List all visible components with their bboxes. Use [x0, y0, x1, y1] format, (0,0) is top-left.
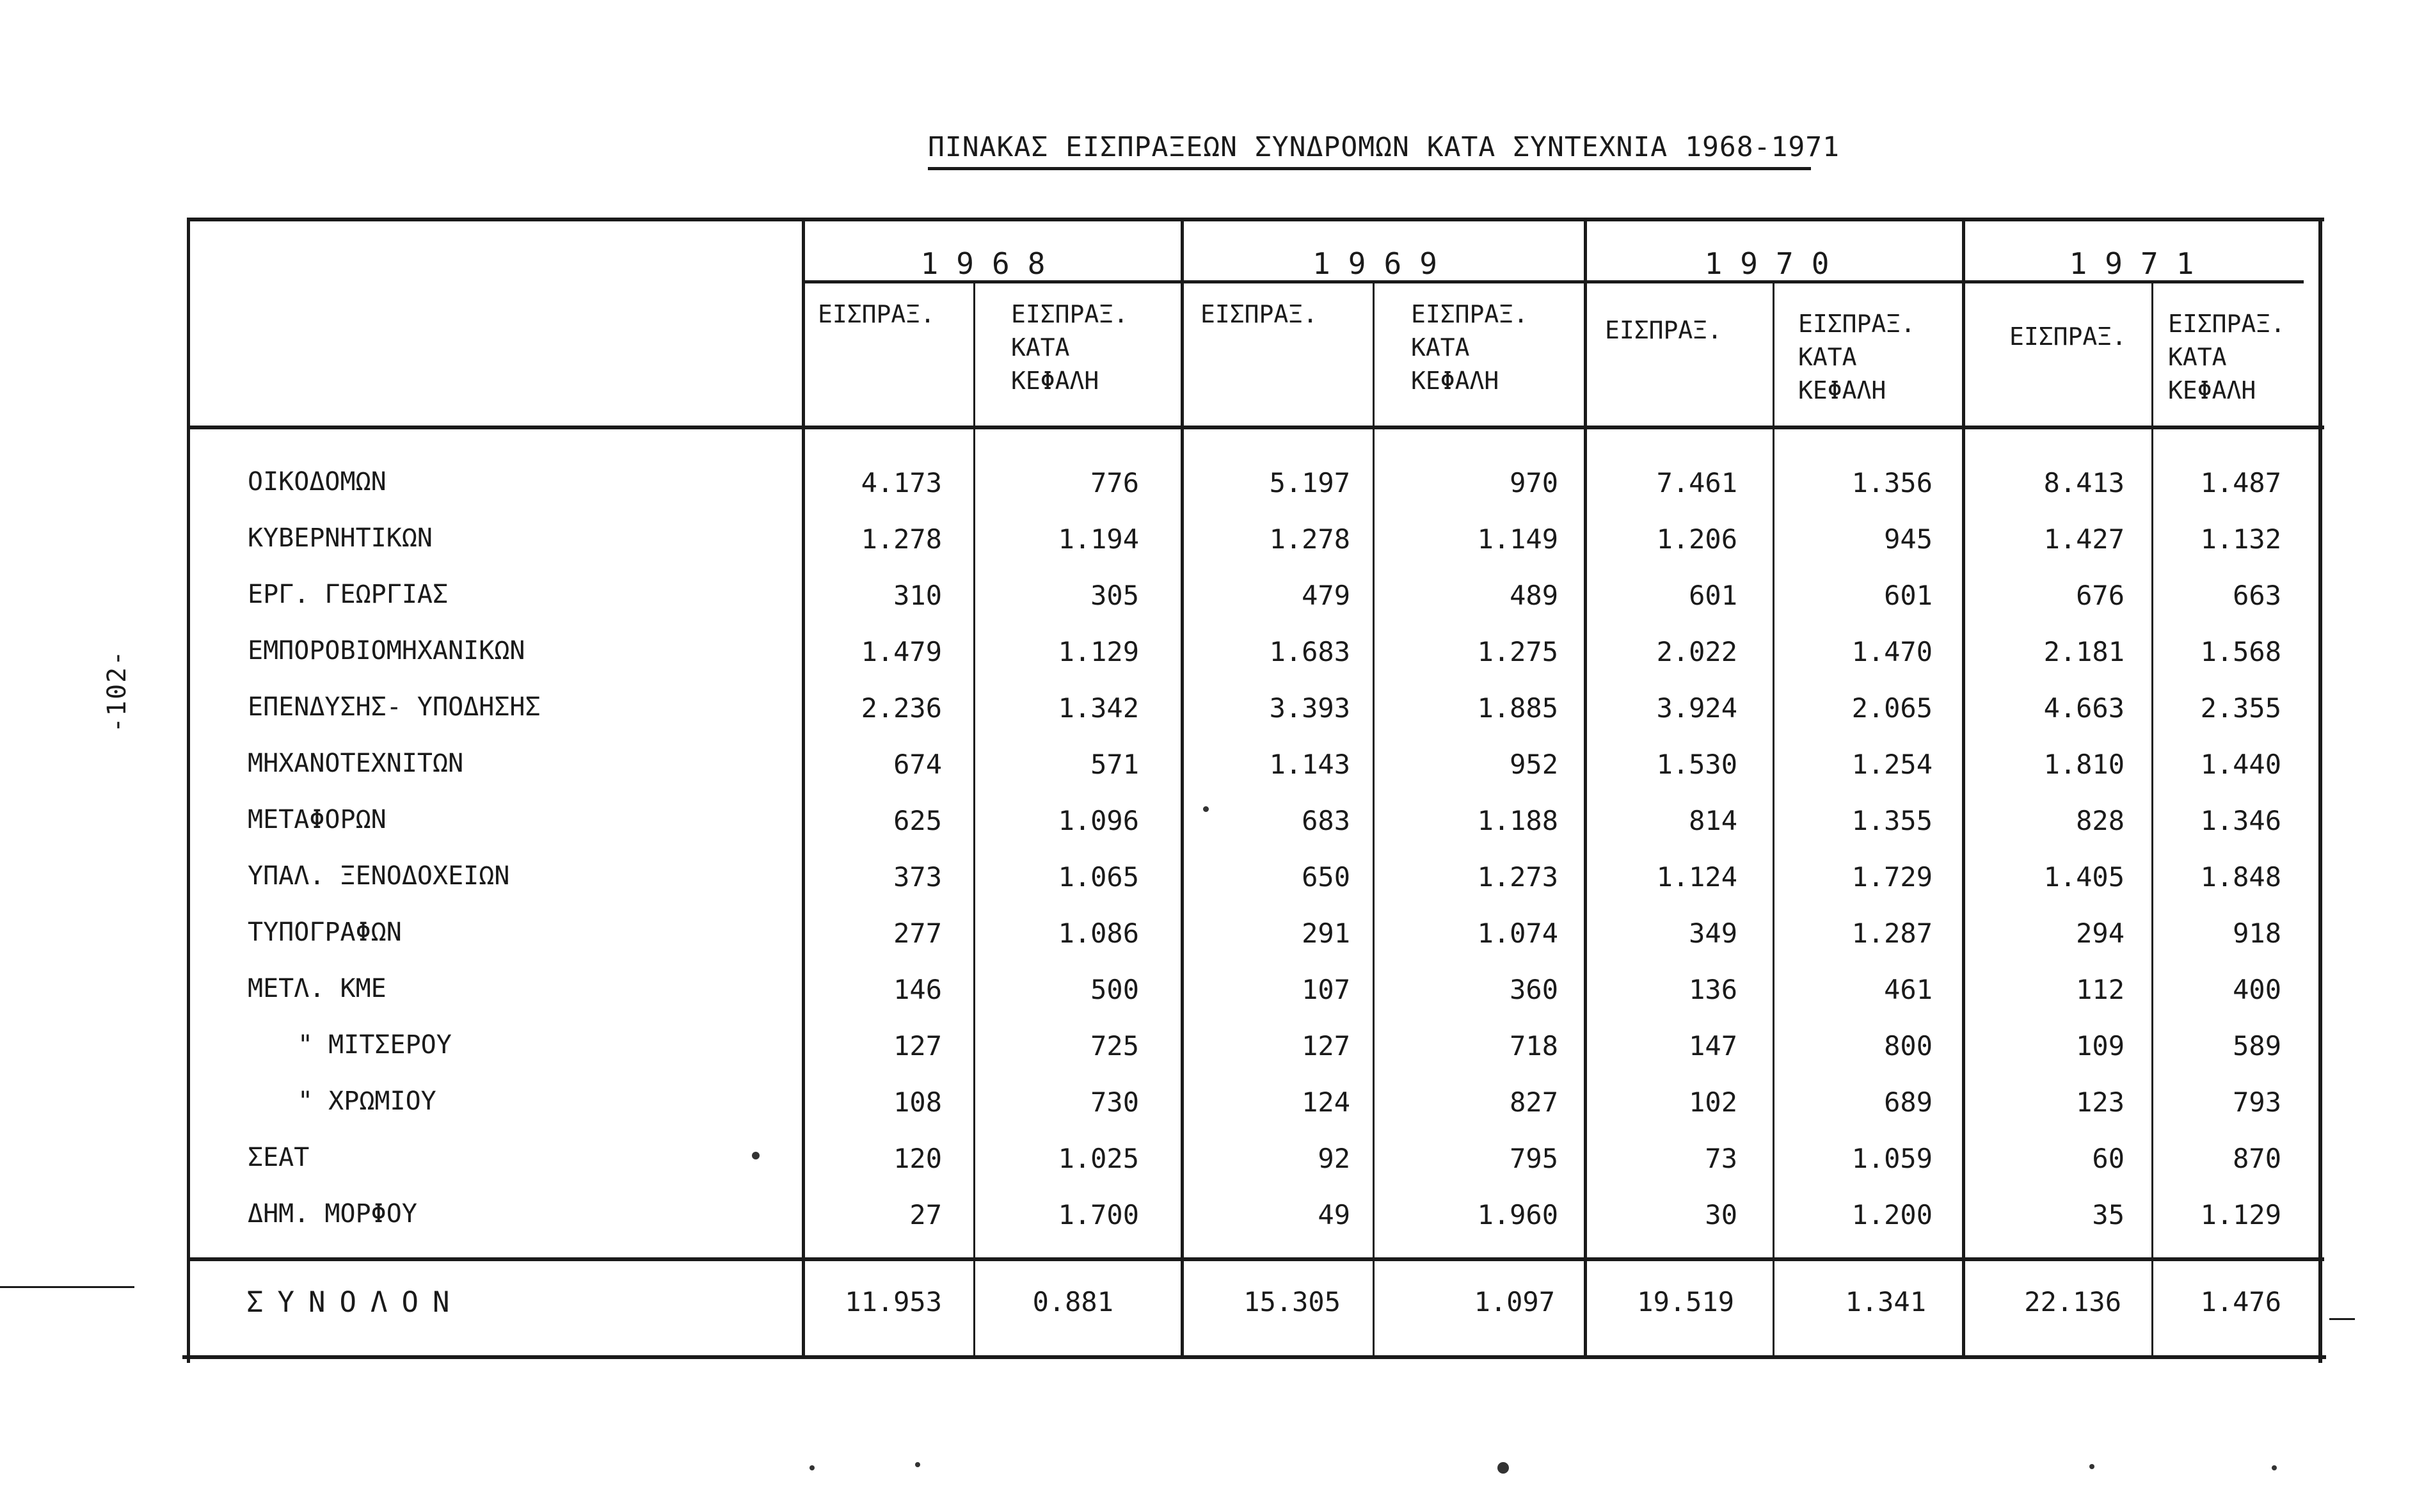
cell: 1.960: [1477, 1199, 1558, 1230]
cell: 1.200: [1851, 1199, 1933, 1230]
rule-bottom: [182, 1355, 2326, 1359]
table-row: [0, 974, 2424, 1019]
cell: 305: [1090, 580, 1139, 611]
cell: 147: [1689, 1030, 1737, 1062]
cell: 663: [2233, 580, 2281, 611]
cell: 1.025: [1058, 1143, 1139, 1174]
cell: 1.405: [2043, 861, 2125, 893]
colhead-1968-per-head: ΕΙΣΠΡΑΞ. ΚΑΤΑ ΚΕΦΑΛΗ: [1011, 300, 1129, 395]
cell: 1.124: [1656, 861, 1737, 893]
cell: 109: [2076, 1030, 2125, 1062]
cell: 1.278: [861, 523, 942, 555]
cell: 1.470: [1851, 636, 1933, 667]
cell: 2.181: [2043, 636, 2125, 667]
cell: 120: [893, 1143, 942, 1174]
total-cell: 19.519: [1637, 1286, 1734, 1317]
cell: 718: [1510, 1030, 1558, 1062]
row-label: ΤΥΠΟΓΡΑΦΩΝ: [248, 918, 402, 947]
scan-streak: [0, 1286, 134, 1288]
table-row: [0, 861, 2424, 906]
colhead-1970-receipts: ΕΙΣΠΡΑΞ.: [1605, 316, 1723, 344]
cell: 1.342: [1058, 692, 1139, 724]
cell: 73: [1705, 1143, 1737, 1174]
total-cell: 1.341: [1845, 1286, 1926, 1317]
row-label: ΚΥΒΕΡΝΗΤΙΚΩΝ: [248, 523, 433, 553]
cell: 127: [893, 1030, 942, 1062]
cell: 776: [1090, 467, 1139, 498]
row-label: " ΜΙΤΣΕΡΟΥ: [298, 1030, 452, 1060]
cell: 500: [1090, 974, 1139, 1005]
scan-speck: [752, 1152, 760, 1159]
scan-speck: [2089, 1464, 2094, 1469]
cell: 49: [1318, 1199, 1350, 1230]
year-1968: 1968: [920, 246, 1064, 281]
cell: 683: [1302, 805, 1350, 836]
year-1969: 1969: [1312, 246, 1455, 281]
row-label: ΜΗΧΑΝΟΤΕΧΝΙΤΩΝ: [248, 749, 464, 778]
scan-speck: [1497, 1462, 1509, 1474]
total-cell: 15.305: [1243, 1286, 1341, 1317]
cell: 1.188: [1477, 805, 1558, 836]
table-row: [0, 918, 2424, 962]
cell: 827: [1510, 1086, 1558, 1118]
row-label: ΕΡΓ. ΓΕΩΡΓΙΑΣ: [248, 580, 449, 609]
cell: 146: [893, 974, 942, 1005]
cell: 795: [1510, 1143, 1558, 1174]
cell: 8.413: [2043, 467, 2125, 498]
cell: 1.810: [2043, 749, 2125, 780]
cell: 689: [1884, 1086, 1933, 1118]
table-row: [0, 636, 2424, 681]
rule-top: [187, 218, 2324, 221]
cell: 124: [1302, 1086, 1350, 1118]
cell: 793: [2233, 1086, 2281, 1118]
cell: 291: [1302, 918, 1350, 949]
cell: 1.568: [2200, 636, 2281, 667]
cell: 725: [1090, 1030, 1139, 1062]
row-label: " ΧΡΩΜΙΟΥ: [298, 1086, 436, 1116]
cell: 349: [1689, 918, 1737, 949]
cell: 127: [1302, 1030, 1350, 1062]
cell: 601: [1689, 580, 1737, 611]
table-row: [0, 805, 2424, 850]
cell: 4.173: [861, 467, 942, 498]
cell: 112: [2076, 974, 2125, 1005]
cell: 4.663: [2043, 692, 2125, 724]
cell: 1.700: [1058, 1199, 1139, 1230]
cell: 1.129: [1058, 636, 1139, 667]
rule-header-bottom: [187, 426, 2324, 429]
cell: 1.129: [2200, 1199, 2281, 1230]
cell: 571: [1090, 749, 1139, 780]
colhead-1969-per-head: ΕΙΣΠΡΑΞ. ΚΑΤΑ ΚΕΦΑΛΗ: [1411, 300, 1529, 395]
cell: 814: [1689, 805, 1737, 836]
cell: 1.683: [1269, 636, 1350, 667]
cell: 123: [2076, 1086, 2125, 1118]
cell: 2.355: [2200, 692, 2281, 724]
table-row: [0, 580, 2424, 625]
year-1971: 1971: [2069, 246, 2212, 281]
cell: 360: [1510, 974, 1558, 1005]
cell: 676: [2076, 580, 2125, 611]
cell: 373: [893, 861, 942, 893]
colhead-1971-per-head: ΕΙΣΠΡΑΞ. ΚΑΤΑ ΚΕΦΑΛΗ: [2168, 310, 2286, 404]
cell: 277: [893, 918, 942, 949]
cell: 7.461: [1656, 467, 1737, 498]
cell: 1.059: [1851, 1143, 1933, 1174]
cell: 1.273: [1477, 861, 1558, 893]
cell: 1.346: [2200, 805, 2281, 836]
cell: 1.427: [2043, 523, 2125, 555]
cell: 108: [893, 1086, 942, 1118]
cell: 400: [2233, 974, 2281, 1005]
cell: 601: [1884, 580, 1933, 611]
total-cell: 11.953: [845, 1286, 942, 1317]
colhead-1969-receipts: ΕΙΣΠΡΑΞ.: [1200, 300, 1318, 328]
table-row: [0, 1030, 2424, 1075]
cell: 1.479: [861, 636, 942, 667]
total-label: ΣΥΝΟΛΟΝ: [246, 1286, 464, 1319]
cell: 589: [2233, 1030, 2281, 1062]
cell: 945: [1884, 523, 1933, 555]
cell: 1.355: [1851, 805, 1933, 836]
colhead-1971-receipts: ΕΙΣΠΡΑΞ.: [2009, 322, 2127, 351]
cell: 5.197: [1269, 467, 1350, 498]
cell: 27: [909, 1199, 942, 1230]
cell: 1.143: [1269, 749, 1350, 780]
cell: 1.132: [2200, 523, 2281, 555]
table-row: [0, 523, 2424, 568]
cell: 625: [893, 805, 942, 836]
cell: 828: [2076, 805, 2125, 836]
row-label: ΜΕΤΑΦΟΡΩΝ: [248, 805, 387, 834]
table-title: ΠΙΝΑΚΑΣ ΕΙΣΠΡΑΞΕΩΝ ΣΥΝΔΡΟΜΩΝ ΚΑΤΑ ΣΥΝΤΕΧΝΙΑ 1968-1971: [928, 131, 1811, 170]
cell: 461: [1884, 974, 1933, 1005]
scan-streak: [2329, 1318, 2355, 1320]
row-label: ΕΠΕΝΔΥΣΗΣ- ΥΠΟΔΗΣΗΣ: [248, 692, 541, 722]
cell: 650: [1302, 861, 1350, 893]
row-label: ΣΕΑΤ: [248, 1143, 310, 1172]
table-row: [0, 692, 2424, 737]
cell: 1.530: [1656, 749, 1737, 780]
colhead-1970-per-head: ΕΙΣΠΡΑΞ. ΚΑΤΑ ΚΕΦΑΛΗ: [1798, 310, 1916, 404]
cell: 1.096: [1058, 805, 1139, 836]
cell: 1.065: [1058, 861, 1139, 893]
cell: 952: [1510, 749, 1558, 780]
cell: 1.254: [1851, 749, 1933, 780]
row-label: ΥΠΑΛ. ΞΕΝΟΔΟΧΕΙΩΝ: [248, 861, 510, 891]
total-cell: 1.476: [2200, 1286, 2281, 1317]
scan-speck: [915, 1462, 920, 1467]
cell: 674: [893, 749, 942, 780]
row-label: ΜΕΤΛ. ΚΜΕ: [248, 974, 387, 1003]
total-cell: 1.097: [1474, 1286, 1555, 1317]
scan-speck: [1203, 806, 1209, 812]
cell: 30: [1705, 1199, 1737, 1230]
row-label: ΟΙΚΟΔΟΜΩΝ: [248, 467, 387, 497]
cell: 92: [1318, 1143, 1350, 1174]
cell: 2.065: [1851, 692, 1933, 724]
page-number: -102-: [102, 649, 132, 733]
cell: 1.149: [1477, 523, 1558, 555]
cell: 918: [2233, 918, 2281, 949]
cell: 1.356: [1851, 467, 1933, 498]
table-row: [0, 1086, 2424, 1131]
cell: 2.236: [861, 692, 942, 724]
cell: 1.194: [1058, 523, 1139, 555]
table-row: [0, 467, 2424, 512]
cell: 730: [1090, 1086, 1139, 1118]
row-label: ΔΗΜ. ΜΟΡΦΟΥ: [248, 1199, 417, 1229]
cell: 35: [2092, 1199, 2125, 1230]
row-label: ΕΜΠΟΡΟΒΙΟΜΗΧΑΝΙΚΩΝ: [248, 636, 525, 665]
cell: 2.022: [1656, 636, 1737, 667]
rule-total-top: [187, 1257, 2324, 1261]
year-1970: 1970: [1704, 246, 1847, 281]
cell: 1.278: [1269, 523, 1350, 555]
cell: 1.074: [1477, 918, 1558, 949]
cell: 1.848: [2200, 861, 2281, 893]
cell: 102: [1689, 1086, 1737, 1118]
cell: 970: [1510, 467, 1558, 498]
cell: 1.885: [1477, 692, 1558, 724]
scan-speck: [809, 1465, 815, 1470]
scan-speck: [2272, 1465, 2277, 1470]
cell: 489: [1510, 580, 1558, 611]
cell: 1.440: [2200, 749, 2281, 780]
cell: 3.393: [1269, 692, 1350, 724]
cell: 800: [1884, 1030, 1933, 1062]
cell: 870: [2233, 1143, 2281, 1174]
table-row: [0, 1199, 2424, 1244]
total-cell: 0.881: [1032, 1286, 1113, 1317]
cell: 479: [1302, 580, 1350, 611]
cell: 1.206: [1656, 523, 1737, 555]
cell: 136: [1689, 974, 1737, 1005]
cell: 1.487: [2200, 467, 2281, 498]
cell: 1.086: [1058, 918, 1139, 949]
cell: 294: [2076, 918, 2125, 949]
cell: 107: [1302, 974, 1350, 1005]
cell: 60: [2092, 1143, 2125, 1174]
total-cell: 22.136: [2024, 1286, 2121, 1317]
cell: 1.729: [1851, 861, 1933, 893]
table-row: [0, 749, 2424, 793]
colhead-1968-receipts: ΕΙΣΠΡΑΞ.: [818, 300, 936, 328]
cell: 1.287: [1851, 918, 1933, 949]
table-row: [0, 1143, 2424, 1188]
cell: 1.275: [1477, 636, 1558, 667]
cell: 3.924: [1656, 692, 1737, 724]
cell: 310: [893, 580, 942, 611]
